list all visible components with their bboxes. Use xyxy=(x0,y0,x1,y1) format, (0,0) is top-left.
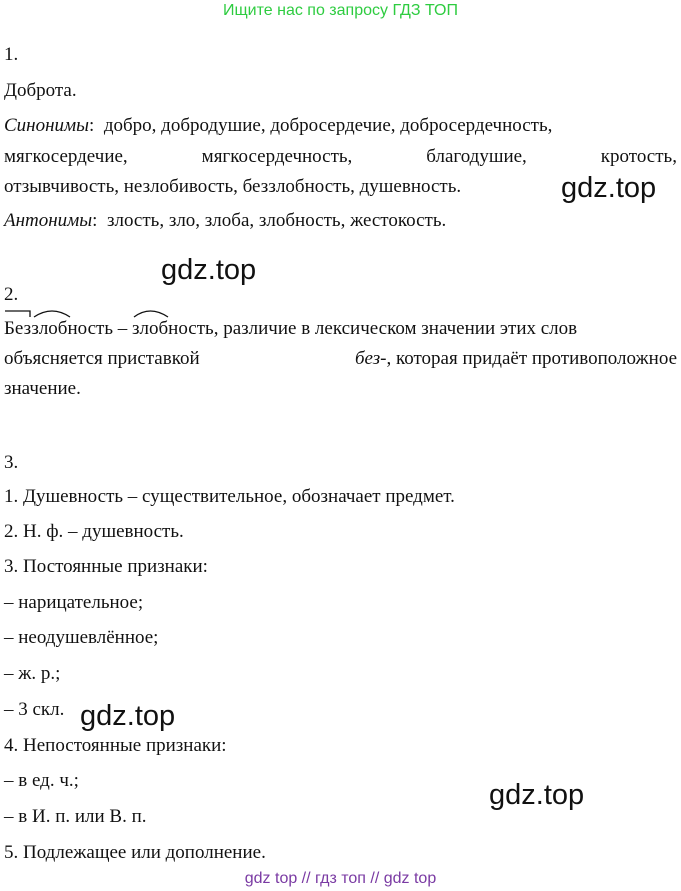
analysis-line: – ж. р.; xyxy=(4,663,61,684)
section-2-number: 2. xyxy=(4,284,19,305)
analysis-line: 5. Подлежащее или дополнение. xyxy=(4,842,266,863)
section-1-number: 1. xyxy=(4,44,19,65)
section-2-line-3: значение. xyxy=(4,378,81,399)
section-3-number: 3. xyxy=(4,452,19,473)
synonym-word: мягкосердечие, xyxy=(4,146,128,167)
antonyms-list: злость, зло, злоба, злобность, жестокость. xyxy=(106,210,447,231)
explanation-part-2: объясняется приставкой xyxy=(4,348,200,369)
dash: – xyxy=(113,318,133,339)
antonyms-line: Антонимы: злость, зло, злоба, злобность, жестокость. xyxy=(4,210,447,231)
section-2-line-2 xyxy=(4,348,677,370)
analysis-line: – в ед. ч.; xyxy=(4,770,79,791)
word-bezzlobnost: Беззлобность xyxy=(4,318,113,340)
root-arc-icon xyxy=(132,309,232,323)
synonym-word: кротость, xyxy=(600,146,677,167)
analysis-line: – 3 скл. xyxy=(4,699,65,720)
synonyms-line-2 xyxy=(4,146,677,168)
synonyms-label: Синонимы xyxy=(4,115,90,136)
watermark: gdz.top xyxy=(80,700,176,732)
footer-links[interactable]: gdz top // гдз топ // gdz top xyxy=(244,870,437,887)
analysis-line: 2. Н. ф. – душевность. xyxy=(4,521,184,542)
analysis-line: 4. Непостоянные признаки: xyxy=(4,735,227,756)
word-zlobnost: злобность xyxy=(132,318,214,340)
synonym-word: благодушие, xyxy=(426,146,527,167)
prefix-phrase xyxy=(355,348,677,370)
watermark: gdz.top xyxy=(561,172,657,204)
synonym-word: мягкосердечность, xyxy=(201,146,353,167)
analysis-line: – нарицательное; xyxy=(4,592,144,613)
top-banner[interactable]: Ищите нас по запросу ГДЗ ТОП xyxy=(223,2,458,19)
watermark: gdz.top xyxy=(489,779,585,811)
analysis-line: 3. Постоянные признаки: xyxy=(4,556,208,577)
antonyms-label: Антонимы xyxy=(4,210,93,231)
analysis-line: – в И. п. или В. п. xyxy=(4,806,147,827)
analysis-line: 1. Душевность – существительное, обозначает предмет. xyxy=(4,486,455,507)
synonyms-line-1: Синонимы: добро, добродушие, добросердечие, добросердечность, xyxy=(4,115,553,136)
prefix: без- xyxy=(354,348,387,369)
section-2-line-1 xyxy=(4,318,577,340)
section-1-title: Доброта. xyxy=(4,80,77,101)
explanation-part-1: , различие в лексическом значении этих слов xyxy=(213,318,578,339)
explanation-part-3: , которая придаёт противоположное xyxy=(386,348,677,369)
synonyms-list-1: добро, добродушие, добросердечие, добросердечность, xyxy=(103,115,553,136)
watermark: gdz.top xyxy=(161,254,257,286)
analysis-line: – неодушевлённое; xyxy=(4,627,159,648)
synonyms-line-3: отзывчивость, незлобивость, беззлобность, душевность. xyxy=(4,176,462,197)
